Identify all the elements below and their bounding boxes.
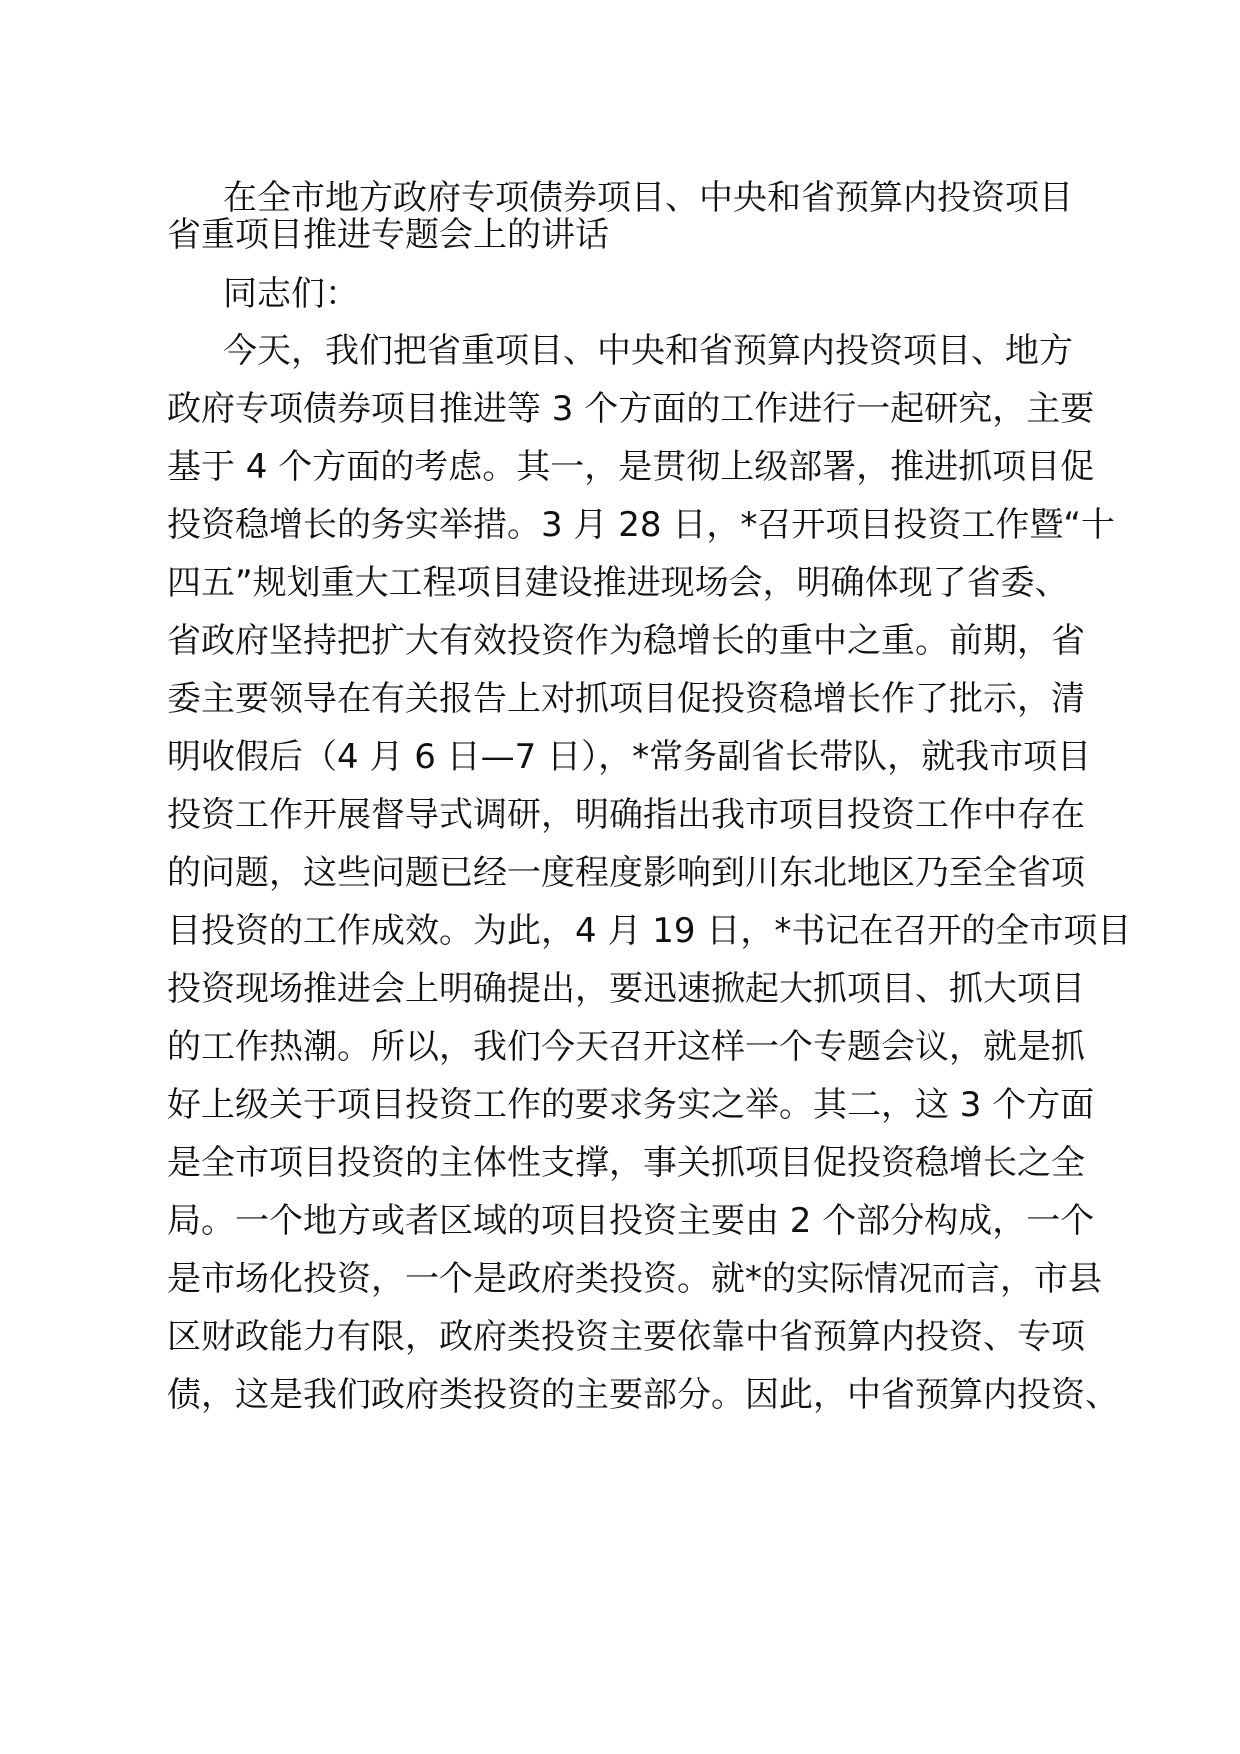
- paragraph-line: 省政府坚持把扩大有效投资作为稳增长的重中之重。前期，省: [167, 621, 1085, 661]
- paragraph-line: 基于 4 个方面的考虑。其一，是贯彻上级部署，推进抓项目促: [167, 447, 1095, 487]
- paragraph-line: 投资稳增长的务实举措。3 月 28 日，*召开项目投资工作暨“十: [167, 505, 1115, 545]
- title-line-1: 在全市地方政府专项债券项目、中央和省预算内投资项目: [223, 178, 1073, 218]
- title-line-2: 省重项目推进专题会上的讲话: [167, 215, 609, 255]
- paragraph-line: 四五”规划重大工程项目建设推进现场会，明确体现了省委、: [167, 563, 1069, 603]
- paragraph-line: 委主要领导在有关报告上对抓项目促投资稳增长作了批示，清: [167, 679, 1085, 719]
- paragraph-line: 政府专项债券项目推进等 3 个方面的工作进行一起研究，主要: [167, 389, 1095, 429]
- paragraph-line: 是市场化投资，一个是政府类投资。就*的实际情况而言，市县: [167, 1259, 1102, 1299]
- paragraph-line: 投资工作开展督导式调研，明确指出我市项目投资工作中存在: [167, 795, 1085, 835]
- paragraph-line: 今天，我们把省重项目、中央和省预算内投资项目、地方: [223, 331, 1073, 371]
- paragraph-line: 目投资的工作成效。为此，4 月 19 日，*书记在召开的全市项目: [167, 911, 1132, 951]
- paragraph-line: 明收假后（4 月 6 日—7 日），*常务副省长带队，就我市项目: [167, 737, 1092, 777]
- paragraph-line: 是全市项目投资的主体性支撑，事关抓项目促投资稳增长之全: [167, 1143, 1085, 1183]
- paragraph-line: 的问题，这些问题已经一度程度影响到川东北地区乃至全省项: [167, 853, 1085, 893]
- paragraph-line: 的工作热潮。所以，我们今天召开这样一个专题会议，就是抓: [167, 1027, 1085, 1067]
- salutation: 同志们：: [223, 274, 359, 314]
- paragraph-line: 区财政能力有限，政府类投资主要依靠中省预算内投资、专项: [167, 1317, 1085, 1357]
- paragraph-line: 投资现场推进会上明确提出，要迅速掀起大抓项目、抓大项目: [167, 969, 1085, 1009]
- paragraph-line: 好上级关于项目投资工作的要求务实之举。其二，这 3 个方面: [167, 1085, 1095, 1125]
- paragraph-line: 局。一个地方或者区域的项目投资主要由 2 个部分构成，一个: [167, 1201, 1095, 1241]
- paragraph-line: 债，这是我们政府类投资的主要部分。因此，中省预算内投资、: [167, 1375, 1119, 1415]
